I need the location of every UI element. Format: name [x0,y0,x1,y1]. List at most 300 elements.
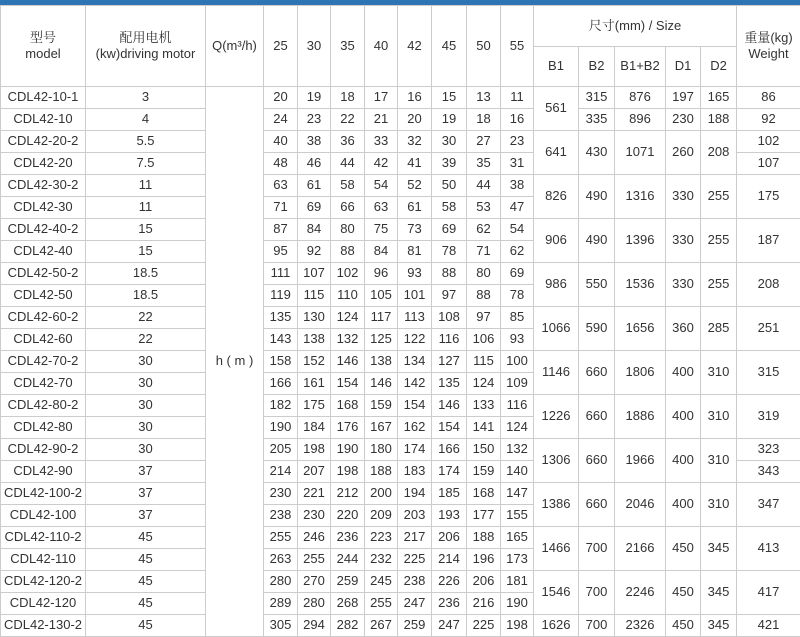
head-cell: 27 [467,131,501,153]
head-cell: 165 [501,527,534,549]
motor-cell: 45 [86,593,206,615]
head-cell: 146 [365,373,398,395]
size-cell-d2: 208 [701,131,737,175]
head-cell: 162 [398,417,432,439]
head-cell: 217 [398,527,432,549]
head-cell: 115 [298,285,331,307]
head-cell: 50 [432,175,467,197]
head-cell: 93 [501,329,534,351]
head-cell: 73 [398,219,432,241]
motor-cell: 30 [86,439,206,461]
header-flow-45: 45 [432,6,467,87]
size-cell-b1: 826 [534,175,579,219]
head-cell: 23 [298,109,331,131]
size-cell-d1: 197 [666,87,701,109]
motor-cell: 7.5 [86,153,206,175]
size-cell-b2: 490 [579,175,615,219]
head-cell: 132 [331,329,365,351]
head-cell: 106 [467,329,501,351]
head-cell: 135 [432,373,467,395]
size-cell-b1b2: 896 [615,109,666,131]
head-cell: 255 [264,527,298,549]
head-cell: 135 [264,307,298,329]
head-cell: 185 [432,483,467,505]
head-cell: 53 [467,197,501,219]
header-size-b1: B1 [534,47,579,87]
head-cell: 203 [398,505,432,527]
head-cell: 18 [331,87,365,109]
head-cell: 193 [432,505,467,527]
head-cell: 190 [501,593,534,615]
size-cell-d1: 450 [666,615,701,637]
head-cell: 183 [398,461,432,483]
head-cell: 245 [365,571,398,593]
head-cell: 11 [501,87,534,109]
head-cell: 155 [501,505,534,527]
size-cell-b2: 335 [579,109,615,131]
head-cell: 147 [501,483,534,505]
head-cell: 238 [264,505,298,527]
head-cell: 78 [432,241,467,263]
head-cell: 124 [331,307,365,329]
head-cell: 206 [467,571,501,593]
weight-cell: 107 [737,153,800,175]
head-cell: 48 [264,153,298,175]
size-cell-d1: 400 [666,483,701,527]
size-cell-d2: 310 [701,395,737,439]
size-cell-d1: 330 [666,175,701,219]
head-cell: 105 [365,285,398,307]
table-row [1,131,800,153]
table-row [1,527,800,549]
head-cell: 84 [365,241,398,263]
size-cell-d1: 260 [666,131,701,175]
head-cell: 255 [365,593,398,615]
size-cell-d2: 310 [701,483,737,527]
head-cell: 87 [264,219,298,241]
model-cell: CDL42-110 [1,549,86,571]
size-cell-d1: 400 [666,395,701,439]
size-cell-b1b2: 1396 [615,219,666,263]
head-cell: 188 [365,461,398,483]
head-cell: 88 [331,241,365,263]
head-cell: 226 [432,571,467,593]
head-cell: 166 [432,439,467,461]
head-cell: 268 [331,593,365,615]
model-cell: CDL42-70-2 [1,351,86,373]
head-cell: 166 [264,373,298,395]
head-cell: 81 [398,241,432,263]
head-cell: 225 [398,549,432,571]
head-cell: 173 [501,549,534,571]
head-cell: 180 [365,439,398,461]
table-row [1,351,800,373]
motor-cell: 45 [86,615,206,637]
head-cell: 150 [467,439,501,461]
head-cell: 18 [467,109,501,131]
head-cell: 174 [398,439,432,461]
motor-cell: 37 [86,461,206,483]
size-cell-b1b2: 2246 [615,571,666,615]
header-model [1,6,86,87]
head-cell: 152 [298,351,331,373]
model-cell: CDL42-10-1 [1,87,86,109]
head-cell: 168 [331,395,365,417]
head-cell: 62 [501,241,534,263]
model-cell: CDL42-90 [1,461,86,483]
head-cell: 102 [331,263,365,285]
head-cell: 42 [365,153,398,175]
model-cell: CDL42-90-2 [1,439,86,461]
head-cell: 97 [467,307,501,329]
motor-cell: 15 [86,241,206,263]
motor-cell: 30 [86,395,206,417]
table-row [1,571,800,593]
motor-cell: 3 [86,87,206,109]
head-cell: 116 [501,395,534,417]
motor-cell: 45 [86,527,206,549]
table-row [1,483,800,505]
head-cell: 95 [264,241,298,263]
head-cell: 198 [501,615,534,637]
head-cell: 133 [467,395,501,417]
head-cell: 225 [467,615,501,637]
size-cell-b1: 1386 [534,483,579,527]
head-cell: 109 [501,373,534,395]
head-cell: 247 [432,615,467,637]
header-flow-40: 40 [365,6,398,87]
model-cell: CDL42-100 [1,505,86,527]
head-cell: 21 [365,109,398,131]
table-row [1,439,800,461]
head-cell: 143 [264,329,298,351]
head-cell: 140 [501,461,534,483]
head-cell: 16 [501,109,534,131]
motor-cell: 37 [86,505,206,527]
size-cell-b1b2: 1536 [615,263,666,307]
size-cell-b2: 550 [579,263,615,307]
header-driving-motor [86,6,206,87]
model-cell: CDL42-80-2 [1,395,86,417]
head-cell: 212 [331,483,365,505]
head-cell: 52 [398,175,432,197]
model-cell: CDL42-60-2 [1,307,86,329]
head-cell: 20 [398,109,432,131]
head-cell: 280 [264,571,298,593]
head-cell: 38 [501,175,534,197]
model-cell: CDL42-30-2 [1,175,86,197]
head-cell: 63 [264,175,298,197]
head-cell: 38 [298,131,331,153]
size-cell-d2: 285 [701,307,737,351]
weight-cell: 208 [737,263,800,307]
head-cell: 141 [467,417,501,439]
size-cell-d2: 345 [701,615,737,637]
model-cell: CDL42-70 [1,373,86,395]
head-cell: 205 [264,439,298,461]
head-cell: 221 [298,483,331,505]
head-cell: 236 [331,527,365,549]
size-cell-b1b2: 1316 [615,175,666,219]
motor-cell: 22 [86,307,206,329]
head-cell: 93 [398,263,432,285]
head-cell: 66 [331,197,365,219]
head-cell: 220 [331,505,365,527]
head-cell: 246 [298,527,331,549]
size-cell-d1: 400 [666,351,701,395]
head-cell: 255 [298,549,331,571]
motor-cell: 30 [86,373,206,395]
size-cell-b1: 641 [534,131,579,175]
head-cell: 15 [432,87,467,109]
head-cell: 35 [467,153,501,175]
size-cell-b2: 490 [579,219,615,263]
head-cell: 146 [331,351,365,373]
head-cell: 71 [264,197,298,219]
size-cell-d2: 255 [701,263,737,307]
head-cell: 16 [398,87,432,109]
motor-cell: 45 [86,549,206,571]
size-cell-b2: 660 [579,483,615,527]
motor-cell: 22 [86,329,206,351]
model-cell: CDL42-50-2 [1,263,86,285]
size-cell-b2: 430 [579,131,615,175]
head-cell: 24 [264,109,298,131]
weight-cell: 421 [737,615,800,637]
table-row [1,307,800,329]
header-size-group: 尺寸(mm) / Size [534,6,737,47]
head-cell: 113 [398,307,432,329]
head-cell: 101 [398,285,432,307]
size-cell-b1b2: 1071 [615,131,666,175]
size-cell-d2: 310 [701,439,737,483]
size-cell-d2: 255 [701,219,737,263]
size-cell-b1b2: 1656 [615,307,666,351]
head-cell: 167 [365,417,398,439]
head-cell: 88 [432,263,467,285]
table-row [1,395,800,417]
weight-cell: 187 [737,219,800,263]
header-size-d1: D1 [666,47,701,87]
head-cell: 85 [501,307,534,329]
weight-cell: 251 [737,307,800,351]
table-header [1,6,800,87]
head-cell: 13 [467,87,501,109]
head-cell: 111 [264,263,298,285]
head-cell: 206 [432,527,467,549]
table-row [1,87,800,109]
head-cell: 100 [501,351,534,373]
head-cell: 138 [298,329,331,351]
head-cell: 289 [264,593,298,615]
head-cell: 154 [432,417,467,439]
head-cell: 40 [264,131,298,153]
head-cell: 184 [298,417,331,439]
size-cell-d2: 310 [701,351,737,395]
head-cell: 54 [501,219,534,241]
size-cell-b1b2: 1966 [615,439,666,483]
size-cell-b1: 906 [534,219,579,263]
head-cell: 198 [298,439,331,461]
size-cell-b1: 986 [534,263,579,307]
weight-cell: 417 [737,571,800,615]
model-cell: CDL42-120-2 [1,571,86,593]
head-cell: 181 [501,571,534,593]
head-cell: 130 [298,307,331,329]
head-cell: 69 [432,219,467,241]
size-cell-d1: 330 [666,219,701,263]
header-motor-zh: 配用电机 [86,30,205,46]
table-row [1,263,800,285]
pump-spec-table [0,5,800,637]
head-cell: 124 [501,417,534,439]
head-cell: 117 [365,307,398,329]
head-cell: 20 [264,87,298,109]
head-cell: 154 [331,373,365,395]
head-cell: 127 [432,351,467,373]
head-cell: 159 [467,461,501,483]
head-cell: 96 [365,263,398,285]
head-cell: 200 [365,483,398,505]
head-cell: 190 [331,439,365,461]
header-flow-30: 30 [298,6,331,87]
header-weight-en: Weight [737,46,800,62]
head-unit-cell: h ( m ) [206,87,264,637]
head-cell: 44 [331,153,365,175]
head-cell: 92 [298,241,331,263]
motor-cell: 30 [86,417,206,439]
head-cell: 58 [331,175,365,197]
header-flow-55: 55 [501,6,534,87]
model-cell: CDL42-100-2 [1,483,86,505]
header-model-zh: 型号 [1,30,85,46]
model-cell: CDL42-50 [1,285,86,307]
table-row [1,615,800,637]
weight-cell: 413 [737,527,800,571]
size-cell-b1b2: 2046 [615,483,666,527]
head-cell: 44 [467,175,501,197]
head-cell: 107 [298,263,331,285]
size-cell-d2: 345 [701,571,737,615]
head-cell: 19 [432,109,467,131]
head-cell: 223 [365,527,398,549]
head-cell: 198 [331,461,365,483]
weight-cell: 323 [737,439,800,461]
head-cell: 188 [467,527,501,549]
size-cell-b2: 660 [579,439,615,483]
head-cell: 244 [331,549,365,571]
head-cell: 124 [467,373,501,395]
header-weight-zh: 重量(kg) [737,30,800,46]
head-cell: 46 [298,153,331,175]
head-cell: 175 [298,395,331,417]
size-cell-d2: 255 [701,175,737,219]
table-row [1,175,800,197]
size-cell-b2: 660 [579,351,615,395]
size-cell-b1: 1226 [534,395,579,439]
model-cell: CDL42-40-2 [1,219,86,241]
head-cell: 97 [432,285,467,307]
table-body [1,87,800,637]
head-cell: 119 [264,285,298,307]
header-weight [737,6,800,87]
header-flow-35: 35 [331,6,365,87]
header-motor-en: (kw)driving motor [86,46,205,62]
head-cell: 108 [432,307,467,329]
head-cell: 80 [331,219,365,241]
head-cell: 116 [432,329,467,351]
size-cell-b1: 1306 [534,439,579,483]
header-flow-q: Q(m³/h) [206,6,264,87]
table-row [1,109,800,131]
head-cell: 78 [501,285,534,307]
head-cell: 23 [501,131,534,153]
motor-cell: 15 [86,219,206,241]
head-cell: 176 [331,417,365,439]
model-cell: CDL42-110-2 [1,527,86,549]
head-cell: 115 [467,351,501,373]
header-flow-50: 50 [467,6,501,87]
motor-cell: 18.5 [86,285,206,307]
head-cell: 125 [365,329,398,351]
head-cell: 84 [298,219,331,241]
table-row [1,219,800,241]
head-cell: 259 [398,615,432,637]
header-flow-42: 42 [398,6,432,87]
head-cell: 190 [264,417,298,439]
head-cell: 19 [298,87,331,109]
head-cell: 154 [398,395,432,417]
head-cell: 30 [432,131,467,153]
head-cell: 158 [264,351,298,373]
head-cell: 282 [331,615,365,637]
size-cell-d2: 165 [701,87,737,109]
head-cell: 280 [298,593,331,615]
model-cell: CDL42-30 [1,197,86,219]
weight-cell: 347 [737,483,800,527]
head-cell: 33 [365,131,398,153]
weight-cell: 315 [737,351,800,395]
header-flow-25: 25 [264,6,298,87]
motor-cell: 11 [86,197,206,219]
head-cell: 182 [264,395,298,417]
head-cell: 63 [365,197,398,219]
head-cell: 134 [398,351,432,373]
size-cell-b1: 1546 [534,571,579,615]
head-cell: 168 [467,483,501,505]
head-cell: 132 [501,439,534,461]
head-cell: 69 [501,263,534,285]
head-cell: 31 [501,153,534,175]
size-cell-b1b2: 1806 [615,351,666,395]
head-cell: 216 [467,593,501,615]
model-cell: CDL42-40 [1,241,86,263]
size-cell-b1b2: 2166 [615,527,666,571]
head-cell: 159 [365,395,398,417]
size-cell-b2: 700 [579,615,615,637]
weight-cell: 319 [737,395,800,439]
head-cell: 214 [264,461,298,483]
head-cell: 61 [298,175,331,197]
size-cell-d1: 330 [666,263,701,307]
head-cell: 54 [365,175,398,197]
head-cell: 177 [467,505,501,527]
head-cell: 17 [365,87,398,109]
weight-cell: 86 [737,87,800,109]
head-cell: 58 [432,197,467,219]
size-cell-d1: 230 [666,109,701,131]
weight-cell: 175 [737,175,800,219]
